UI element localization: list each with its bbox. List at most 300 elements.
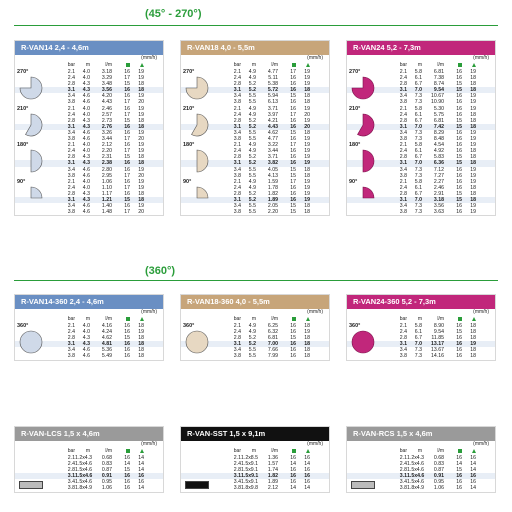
table-cell: 16 [124, 485, 130, 492]
table-cell: 16 [456, 75, 462, 82]
table-cell: 10.90 [431, 99, 444, 106]
table-cell: 19 [470, 99, 476, 106]
table-cell: 4.3 [82, 123, 90, 130]
table-cell: 4.6 [82, 93, 90, 100]
table-cell: 3.1 [67, 341, 75, 348]
unit-label: (mm/h) [473, 441, 489, 447]
table-cell: 15 [290, 166, 296, 173]
table-cell: 3.4 [399, 166, 407, 173]
table-cell: 7.0 [414, 196, 422, 203]
table-cell: 4.20 [101, 93, 112, 100]
table-cell: 1.5x4.6 [407, 473, 425, 480]
angle-group [15, 455, 163, 492]
table-cell: 15 [456, 81, 462, 88]
table-cell: 19 [138, 111, 144, 118]
table-cell: 2.8 [233, 335, 241, 342]
table-cell: 16 [138, 473, 144, 480]
header-m: m [251, 448, 256, 454]
table-cell: 2.8 [67, 190, 75, 197]
table-cell: 3.97 [267, 111, 278, 118]
table-cell: 4.9 [248, 75, 256, 82]
table-cell: 2.8 [67, 154, 75, 161]
table-cell: 16 [456, 455, 462, 461]
table-cell: 16 [290, 341, 296, 348]
header-m: m [417, 448, 422, 454]
table-cell: 5.2 [248, 123, 256, 130]
table-cell: 0.91 [101, 473, 112, 480]
table-cell: 3.1 [67, 87, 75, 94]
table-cell: 4.3 [82, 154, 90, 161]
table-cell: 2.05 [267, 203, 278, 210]
header-m: m [251, 62, 256, 68]
table-cell: 7.00 [267, 341, 278, 348]
table-cell: 4.0 [82, 105, 90, 112]
table-cell: 18 [304, 323, 310, 329]
table-cell: 14 [138, 467, 144, 474]
table-cell: 3.63 [433, 209, 444, 216]
table-cell: 14 [124, 461, 130, 468]
table-cell: 2.76 [101, 123, 112, 130]
table-cell: 15 [124, 154, 130, 161]
table-cell: 15 [456, 123, 462, 130]
table-cell: 2.1 [399, 105, 407, 112]
table-cell: 6.1 [414, 184, 422, 191]
table-title: R-VAN18 4,0 - 5,5m [181, 41, 329, 55]
table-cell: 2.1 [67, 455, 75, 461]
triangle-legend-icon [462, 316, 476, 323]
table-cell: 3.1 [399, 341, 407, 348]
table-cell: 2.4 [399, 111, 407, 118]
arc-angle: 270° [183, 69, 195, 75]
table-cell: 2.8 [399, 154, 407, 161]
table-cell: 1.5x4.6 [75, 473, 93, 480]
table-cell: 2.1 [233, 142, 241, 149]
spray-pattern [351, 76, 375, 105]
table-cell: 6.81 [267, 335, 278, 342]
table-cell: 4.77 [267, 136, 278, 143]
table-cell: 3.8 [399, 136, 407, 143]
table-cell: 3.1 [233, 473, 241, 480]
table-cell: 2.4 [233, 148, 241, 155]
table-cell: 1.82 [267, 473, 278, 480]
table-cell: 5.5 [248, 99, 256, 106]
table-cell: 1.5x4.6 [407, 467, 425, 474]
table-cell: 19 [470, 69, 476, 75]
arc-angle: 360° [349, 323, 361, 329]
angle-group [15, 179, 163, 216]
spray-pattern [185, 330, 209, 359]
triangle-legend-icon [296, 448, 310, 455]
table-cell: 16 [304, 473, 310, 480]
table-cell: 18 [304, 209, 310, 216]
table-cell: 5.5 [248, 129, 256, 136]
table-cell: 3.82 [267, 160, 278, 167]
triangle-legend-icon [130, 448, 144, 455]
table-cell: 10.67 [431, 93, 444, 100]
table-cell: 2.8 [233, 81, 241, 88]
table-cell: 15 [290, 93, 296, 100]
table-cell: 1.40 [101, 203, 112, 210]
table-cell: 4.9 [248, 329, 256, 336]
table-cell: 2.8 [399, 117, 407, 124]
table-cell: 1.2x4.3 [75, 455, 93, 461]
spray-pattern-icon [351, 186, 375, 210]
angle-group [347, 106, 495, 143]
spray-pattern-icon [19, 113, 43, 137]
table-cell: 16 [124, 353, 130, 360]
table-cell: 16 [124, 479, 130, 486]
table-cell: 9.54 [433, 329, 444, 336]
table-cell: 2.8 [233, 117, 241, 124]
table-cell: 3.1 [233, 87, 241, 94]
table-cell: 2.1 [399, 455, 407, 461]
arc-angle: 90° [349, 178, 358, 185]
spray-pattern-icon [351, 149, 375, 173]
table-cell: 19 [138, 203, 144, 210]
column-header [347, 448, 495, 455]
table-cell: 2.27 [433, 178, 444, 185]
table-cell: 2.20 [267, 209, 278, 216]
table-cell: 6.7 [414, 81, 422, 88]
table-cell: 4.6 [82, 347, 90, 354]
table-cell: 16 [124, 190, 130, 197]
table-cell: 7.3 [414, 172, 422, 179]
angle-group [181, 106, 329, 143]
table-cell: 1.8x4.9 [75, 485, 93, 492]
section-rule [14, 25, 498, 26]
table-cell: 3.4 [233, 203, 241, 210]
table-cell: 4.3 [82, 81, 90, 88]
table-cell: 20 [138, 172, 144, 179]
table-cell: 18 [470, 184, 476, 191]
table-cell: 3.1 [399, 196, 407, 203]
table-cell: 6.81 [433, 117, 444, 124]
table-cell: 3.29 [101, 75, 112, 82]
table-cell: 4.62 [267, 129, 278, 136]
table-cell: 18 [470, 75, 476, 82]
table-cell: 16 [124, 105, 130, 112]
table-cell: 14 [304, 461, 310, 468]
header-m: m [251, 316, 256, 322]
table-cell: 19 [470, 129, 476, 136]
table-cell: 3.1 [233, 196, 241, 203]
table-cell: 19 [470, 93, 476, 100]
table-cell: 3.4 [67, 93, 75, 100]
triangle-legend-icon [462, 448, 476, 455]
table-cell: 2.8 [67, 81, 75, 88]
table-cell: 3.71 [267, 105, 278, 112]
table-cell: 7.3 [414, 347, 422, 354]
table-cell: 4.3 [82, 87, 90, 94]
table-cell: 18 [138, 353, 144, 360]
table-cell: 16 [124, 166, 130, 173]
arc-angle: 210° [17, 105, 29, 112]
table-cell: 16 [456, 69, 462, 75]
table-cell: 4.6 [82, 129, 90, 136]
table-cell: 16 [124, 93, 130, 100]
table-cell: 16 [470, 455, 476, 461]
table-cell: 1.5x4.6 [75, 479, 93, 486]
table-cell: 7.42 [433, 123, 444, 130]
table-cell: 16 [124, 323, 130, 329]
table-cell: 18 [470, 323, 476, 329]
table-cell: 16 [124, 87, 130, 94]
table-cell: 16 [290, 160, 296, 167]
table-cell: 0.87 [101, 467, 112, 474]
table-cell: 16 [456, 485, 462, 492]
table-cell: 16 [456, 473, 462, 480]
table-cell: 4.9 [248, 184, 256, 191]
spray-pattern-icon [19, 149, 43, 173]
square-legend-icon [278, 448, 296, 455]
table-cell: 16 [456, 129, 462, 136]
square-legend-icon [444, 62, 462, 69]
table-cell: 4.54 [433, 142, 444, 149]
table-cell: 2.4 [399, 148, 407, 155]
table-cell: 5.2 [248, 87, 256, 94]
table-cell: 18 [470, 329, 476, 336]
table-cell: 18 [138, 160, 144, 167]
table-cell: 7.0 [414, 123, 422, 130]
table-cell: 18 [470, 190, 476, 197]
table-cell: 19 [470, 136, 476, 143]
table-title: R-VAN-SST 1,5 x 9,1m [181, 427, 329, 441]
angle-group [15, 69, 163, 106]
table-cell: 1.06 [101, 178, 112, 185]
table-cell: 5.30 [433, 105, 444, 112]
table-cell: 16 [124, 473, 130, 480]
table-cell: 3.8 [67, 485, 75, 492]
table-cell: 16 [304, 479, 310, 486]
table-cell: 16 [304, 467, 310, 474]
spray-pattern-icon [351, 330, 375, 354]
header-lm: l/m [437, 316, 444, 322]
table-cell: 3.44 [267, 148, 278, 155]
table-cell: 7.66 [267, 347, 278, 354]
table-cell: 19 [304, 160, 310, 167]
table-cell: 5.2 [248, 335, 256, 342]
table-cell: 7.0 [414, 87, 422, 94]
table-cell: 18 [304, 129, 310, 136]
nozzle-table-r-van24-360 [346, 294, 496, 361]
table-cell: 1.5x9.1 [241, 479, 259, 486]
header-bar: bar [399, 316, 407, 322]
table-title: R-VAN24-360 5,2 - 7,3m [347, 295, 495, 309]
table-cell: 4.6 [82, 203, 90, 210]
table-cell: 15 [290, 172, 296, 179]
table-cell: 19 [304, 154, 310, 161]
table-cell: 18 [470, 123, 476, 130]
header-lm: l/m [271, 62, 278, 68]
table-cell: 18 [304, 335, 310, 342]
table-cell: 7.3 [414, 166, 422, 173]
section-title-partial: (45° - 270°) [145, 8, 202, 20]
table-cell: 18 [304, 99, 310, 106]
table-cell: 3.1 [399, 160, 407, 167]
column-header [15, 62, 163, 69]
table-cell: 6.25 [267, 323, 278, 329]
table-cell: 7.38 [433, 75, 444, 82]
table-cell: 18 [138, 196, 144, 203]
table-cell: 19 [304, 178, 310, 185]
table-cell: 2.1 [233, 323, 241, 329]
column-header [181, 448, 329, 455]
header-bar: bar [67, 62, 75, 68]
table-cell: 4.0 [82, 323, 90, 329]
triangle-legend-icon [296, 62, 310, 69]
table-cell: 18 [470, 347, 476, 354]
table-cell: 19 [470, 142, 476, 149]
table-cell: 3.4 [67, 203, 75, 210]
spray-pattern-icon [185, 113, 209, 137]
spray-pattern [19, 330, 43, 359]
table-cell: 18 [138, 190, 144, 197]
strip-pattern-icon [19, 481, 43, 489]
table-cell: 5.5 [248, 347, 256, 354]
table-cell: 3.4 [233, 93, 241, 100]
table-cell: 5.94 [267, 93, 278, 100]
table-cell: 19 [138, 184, 144, 191]
table-cell: 16 [456, 341, 462, 348]
table-cell: 4.21 [267, 117, 278, 124]
table-cell: 2.8 [233, 190, 241, 197]
unit-label: (mm/h) [307, 55, 323, 61]
table-cell: 2.1 [233, 178, 241, 185]
table-cell: 3.4 [67, 479, 75, 486]
table-cell: 5.8 [414, 69, 422, 75]
table-cell: 5.11 [268, 75, 278, 82]
table-cell: 18 [470, 353, 476, 360]
table-cell: 6.7 [414, 117, 422, 124]
table-cell: 16 [138, 479, 144, 486]
table-cell: 3.71 [267, 154, 278, 161]
table-cell: 3.8 [67, 99, 75, 106]
table-cell: 5.72 [267, 87, 278, 94]
table-cell: 3.4 [399, 347, 407, 354]
table-cell: 3.8 [67, 136, 75, 143]
table-cell: 17 [124, 172, 130, 179]
header-lm: l/m [271, 316, 278, 322]
table-cell: 16 [124, 69, 130, 75]
table-cell: 3.8 [399, 99, 407, 106]
table-cell: 1.74 [267, 467, 278, 474]
table-cell: 19 [304, 136, 310, 143]
nozzle-table-r-van-lcs [14, 426, 164, 493]
table-cell: 18 [304, 341, 310, 348]
unit-label: (mm/h) [473, 55, 489, 61]
table-cell: 13.17 [431, 341, 444, 348]
table-cell: 0.68 [101, 455, 112, 461]
table-cell: 1.5x9.1 [241, 473, 259, 480]
table-cell: 16 [124, 347, 130, 354]
table-cell: 5.38 [267, 81, 278, 88]
table-cell: 14 [290, 485, 296, 492]
table-cell: 4.0 [82, 142, 90, 149]
table-cell: 6.7 [414, 335, 422, 342]
table-cell: 2.46 [433, 184, 444, 191]
strip-pattern-icon [185, 481, 209, 489]
table-cell: 16 [456, 99, 462, 106]
table-cell: 15 [290, 129, 296, 136]
table-cell: 2.1 [67, 178, 75, 185]
triangle-legend-icon [462, 62, 476, 69]
table-cell: 4.9 [248, 178, 256, 185]
table-cell: 16 [290, 123, 296, 130]
table-cell: 15 [456, 160, 462, 167]
table-cell: 3.4 [399, 479, 407, 486]
table-cell: 3.4 [233, 129, 241, 136]
table-cell: 19 [304, 75, 310, 82]
table-cell: 4.3 [82, 335, 90, 342]
square-legend-icon [112, 448, 130, 455]
table-cell: 1.17 [101, 190, 112, 197]
table-cell: 19 [138, 329, 144, 336]
angle-group [347, 323, 495, 360]
table-cell: 3.1 [399, 87, 407, 94]
table-cell: 5.5 [248, 93, 256, 100]
table-cell: 14 [138, 455, 144, 461]
table-cell: 1.48 [101, 209, 112, 216]
angle-group [181, 69, 329, 106]
table-cell: 18 [138, 323, 144, 329]
table-cell: 4.3 [82, 341, 90, 348]
table-cell: 4.0 [82, 148, 90, 155]
table-cell: 7.3 [414, 209, 422, 216]
table-cell: 0.95 [101, 479, 112, 486]
table-title: R-VAN14 2,4 - 4,6m [15, 41, 163, 55]
table-cell: 8.48 [433, 136, 444, 143]
table-cell: 1.5x4.6 [75, 467, 93, 474]
table-cell: 3.8 [233, 353, 241, 360]
table-cell: 19 [304, 142, 310, 149]
table-cell: 4.6 [82, 172, 90, 179]
table-cell: 3.1 [67, 473, 75, 480]
angle-group [347, 179, 495, 216]
table-cell: 2.1 [67, 323, 75, 329]
table-cell: 3.8 [67, 172, 75, 179]
table-cell: 18 [470, 87, 476, 94]
table-cell: 19 [138, 105, 144, 112]
table-cell: 16 [456, 479, 462, 486]
table-cell: 16 [290, 75, 296, 82]
arc-angle: 90° [183, 178, 192, 185]
table-cell: 3.18 [101, 69, 112, 75]
table-cell: 2.20 [101, 148, 112, 155]
table-cell: 19 [138, 69, 144, 75]
table-cell: 4.0 [82, 75, 90, 82]
table-cell: 0.91 [433, 473, 444, 480]
nozzle-table-r-van14 [14, 40, 164, 216]
header-lm: l/m [271, 448, 278, 454]
table-cell: 2.73 [101, 117, 112, 124]
table-cell: 18 [470, 148, 476, 155]
arc-angle: 210° [183, 105, 195, 112]
table-cell: 7.3 [414, 99, 422, 106]
section-title-full-circle: (360°) [145, 265, 176, 277]
table-cell: 7.3 [414, 203, 422, 210]
table-cell: 3.8 [399, 353, 407, 360]
table-cell: 0.87 [433, 467, 444, 474]
table-cell: 3.4 [399, 203, 407, 210]
table-cell: 3.8 [399, 172, 407, 179]
header-m: m [85, 62, 90, 68]
table-cell: 9.54 [433, 87, 444, 94]
table-cell: 18 [304, 347, 310, 354]
angle-group [15, 323, 163, 360]
table-cell: 5.2 [248, 190, 256, 197]
table-cell: 2.4 [233, 111, 241, 118]
table-cell: 20 [138, 136, 144, 143]
